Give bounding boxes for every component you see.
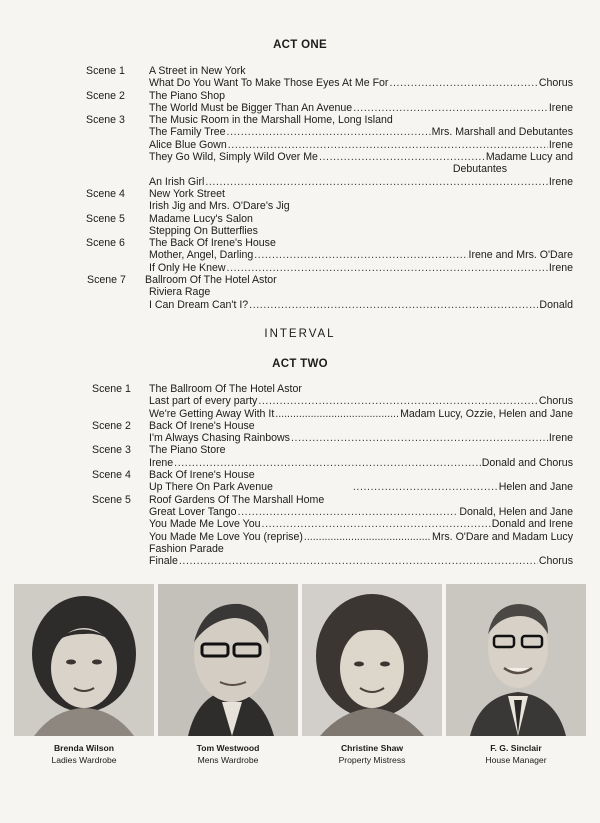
song-performer: Helen and Jane: [498, 481, 573, 494]
song-performer: Chorus: [538, 395, 573, 408]
song-title: Stepping On Butterflies: [149, 224, 258, 237]
staff-photo-tom-westwood: [158, 584, 298, 736]
scene-setting: The Piano Store: [149, 444, 226, 457]
staff-caption: [14, 742, 154, 766]
scene-setting: Back Of Irene's House: [149, 469, 255, 482]
scene-label: Scene 4: [86, 187, 125, 200]
song-title: Finale: [149, 555, 178, 568]
scene-label: Scene 7: [87, 274, 126, 287]
scene-setting: Ballroom Of The Hotel Astor: [145, 274, 277, 287]
scene-setting: The Back Of Irene's House: [149, 237, 276, 250]
song-performer: Mrs. Marshall and Debutantes: [431, 126, 573, 139]
scene-label: Scene 5: [92, 493, 131, 506]
staff-name: Tom Westwood: [196, 743, 260, 753]
scene-label: Scene 1: [86, 65, 125, 77]
scene-row: [86, 237, 510, 249]
scene-row: [86, 494, 510, 506]
song-row: [86, 249, 573, 262]
song-performer: Chorus: [538, 555, 573, 568]
scene-setting: Madame Lucy's Salon: [149, 212, 253, 225]
song-row-continued: [86, 163, 510, 175]
song-row: [86, 555, 573, 568]
dot-leader: [238, 506, 459, 518]
song-title: Fashion Parade: [149, 542, 224, 555]
act-two-scenes: [86, 383, 573, 568]
song-performer: Donald: [539, 298, 573, 311]
song-row: [86, 175, 573, 188]
dot-leader: [319, 151, 485, 163]
song-performer: Donald and Irene: [491, 518, 573, 531]
song-title: Last part of every party: [149, 395, 258, 408]
dot-leader: [262, 518, 491, 530]
scene-label: Scene 2: [86, 89, 125, 102]
song-performer: Irene: [548, 175, 573, 188]
dot-leader: [353, 481, 498, 493]
song-performer: Chorus: [538, 77, 573, 90]
scene-setting: The Music Room in the Marshall Home, Long Island: [149, 114, 393, 127]
dot-leader: [254, 249, 467, 261]
scene-row: [86, 213, 510, 225]
staff-caption: [302, 742, 442, 766]
song-performer: Irene: [548, 432, 573, 445]
song-row: [86, 126, 573, 139]
song-performer: Irene: [548, 138, 573, 151]
song-title: What Do You Want To Make Those Eyes At Me For: [149, 77, 389, 90]
staff-name: Brenda Wilson: [53, 743, 115, 753]
act-one-heading: ACT ONE: [273, 39, 327, 51]
song-row: [86, 286, 510, 298]
song-title: The World Must be Bigger Than An Avenue: [149, 101, 353, 114]
song-title: Riviera Rage: [149, 286, 211, 299]
act-one-scenes: [86, 65, 573, 311]
scene-setting: A Street in New York: [149, 65, 246, 77]
staff-role: House Manager: [485, 755, 547, 765]
song-row: [86, 481, 573, 494]
song-row: [86, 530, 573, 543]
song-row: [86, 138, 573, 151]
song-title: If Only He Knew: [149, 261, 226, 274]
song-row: [86, 77, 573, 90]
song-performer: Irene: [548, 261, 573, 274]
scene-label: Scene 1: [92, 383, 131, 395]
song-row: [86, 505, 573, 518]
song-title: An Irish Girl: [149, 175, 205, 188]
song-row: [86, 261, 573, 274]
scene-setting: Roof Gardens Of The Marshall Home: [149, 493, 325, 506]
staff-role: Mens Wardrobe: [197, 755, 259, 765]
scene-row: [86, 420, 510, 432]
song-row: [86, 151, 573, 164]
dot-leader: [275, 408, 399, 420]
act-two-heading: ACT TWO: [272, 358, 328, 370]
dot-leader: [227, 262, 548, 274]
song-title: I Can Dream Can't I?: [149, 298, 249, 311]
staff-name: F. G. Sinclair: [490, 743, 542, 753]
song-performer: Irene: [548, 101, 573, 114]
song-performer: Donald and Chorus: [481, 456, 573, 469]
song-row: [86, 200, 510, 212]
song-title: The Family Tree: [149, 126, 226, 139]
dot-leader: [227, 126, 431, 138]
scene-row: [86, 65, 510, 77]
dot-leader: [389, 77, 537, 89]
scene-label: Scene 3: [92, 444, 131, 457]
scene-row: [86, 469, 510, 481]
song-row: [86, 395, 573, 408]
scene-setting: Back Of Irene's House: [149, 419, 255, 432]
dot-leader: [304, 531, 431, 543]
song-row: [86, 407, 573, 420]
song-title: Irene: [149, 456, 174, 469]
song-title: Mother, Angel, Darling: [149, 249, 254, 262]
song-title: Alice Blue Gown: [149, 138, 227, 151]
scene-label: Scene 6: [86, 237, 125, 250]
scene-row: [86, 188, 510, 200]
staff-photos: [14, 584, 586, 736]
song-title: We're Getting Away With It: [149, 407, 275, 420]
scene-row: [86, 274, 510, 286]
staff-caption: [446, 742, 586, 766]
scene-label: Scene 4: [92, 469, 131, 482]
scene-setting: New York Street: [149, 187, 225, 200]
dot-leader: [174, 457, 481, 469]
song-row: [86, 432, 573, 445]
dot-leader: [258, 395, 538, 407]
song-row: [86, 225, 510, 237]
song-performer: Irene and Mrs. O'Dare: [468, 249, 573, 262]
staff-photo-f-g-sinclair: [446, 584, 586, 736]
song-title: Irish Jig and Mrs. O'Dare's Jig: [149, 200, 290, 213]
song-performer: Donald, Helen and Jane: [459, 505, 573, 518]
song-row: [86, 101, 573, 114]
scene-row: [86, 383, 510, 395]
song-row: [86, 298, 573, 311]
scene-row: [86, 444, 510, 456]
song-performer: Madame Lucy and: [485, 151, 573, 164]
interval-heading: INTERVAL: [264, 328, 336, 340]
staff-photo-christine-shaw: [302, 584, 442, 736]
scene-setting: The Piano Shop: [149, 89, 225, 102]
dot-leader: [249, 299, 538, 311]
song-title: Great Lover Tango: [149, 505, 237, 518]
scene-label: Scene 3: [86, 114, 125, 127]
song-row: [86, 456, 573, 469]
dot-leader: [228, 139, 548, 151]
song-row: [86, 518, 573, 531]
staff-photo-brenda-wilson: [14, 584, 154, 736]
scene-label: Scene 5: [86, 212, 125, 225]
song-title: You Made Me Love You: [149, 518, 261, 531]
song-title: I'm Always Chasing Rainbows: [149, 432, 290, 445]
scene-row: [86, 90, 510, 102]
song-performer: Mrs. O'Dare and Madam Lucy: [432, 530, 573, 543]
song-title: You Made Me Love You (reprise): [149, 530, 303, 543]
scene-label: Scene 2: [92, 419, 131, 432]
song-title: They Go Wild, Simply Wild Over Me: [149, 151, 318, 164]
dot-leader: [205, 176, 548, 188]
staff-name: Christine Shaw: [340, 743, 404, 753]
song-title: Up There On Park Avenue: [149, 481, 273, 494]
song-performer: Madam Lucy, Ozzie, Helen and Jane: [400, 407, 573, 420]
scene-setting: The Ballroom Of The Hotel Astor: [149, 383, 302, 395]
staff-caption: [158, 742, 298, 766]
dot-leader: [353, 102, 548, 114]
song-performer-continued: Debutantes: [452, 163, 507, 176]
staff-role: Ladies Wardrobe: [51, 755, 117, 765]
song-row: [86, 543, 510, 555]
dot-leader: [179, 555, 538, 567]
staff-role: Property Mistress: [338, 755, 406, 765]
scene-row: [86, 114, 510, 126]
dot-leader: [291, 432, 548, 444]
